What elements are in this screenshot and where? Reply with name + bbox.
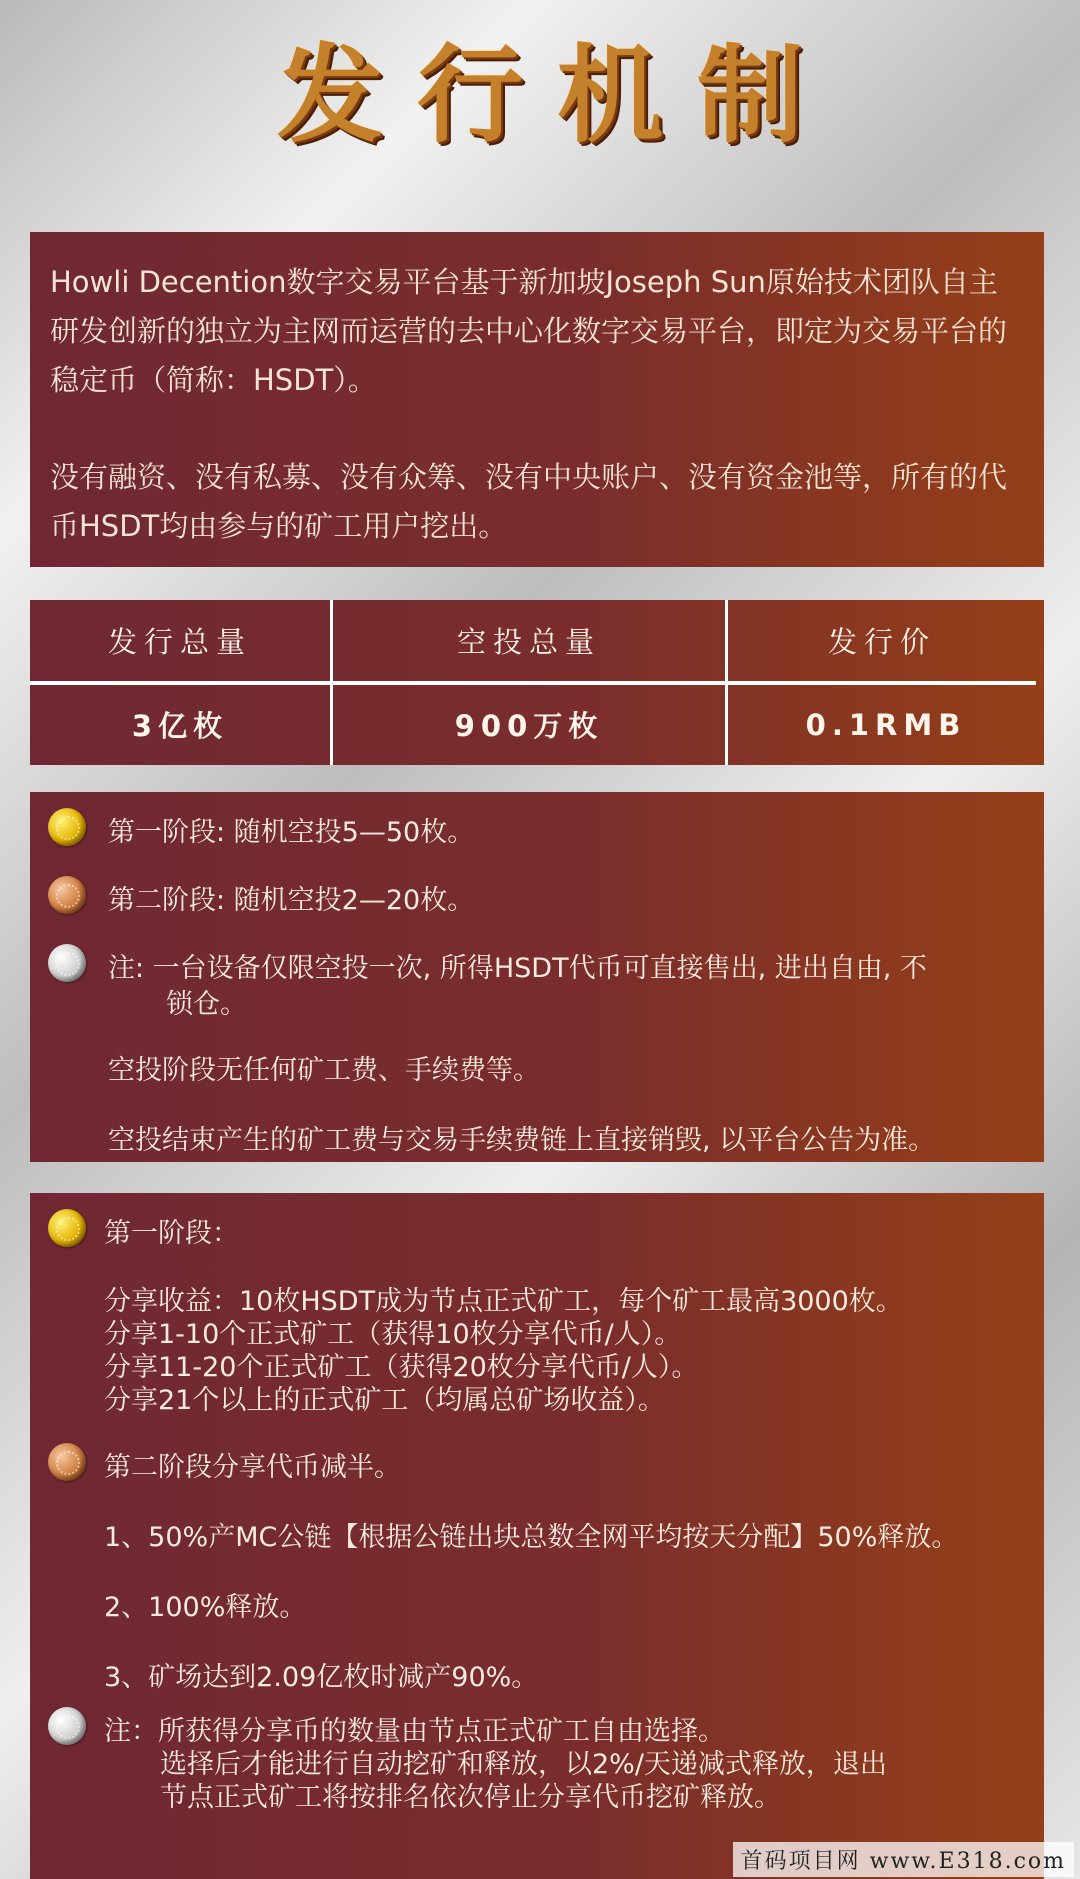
airdrop-stage-1: 第一阶段: 随机空投5—50枚。	[108, 817, 475, 848]
value-issue-price: 0.1RMB	[805, 707, 967, 742]
stats-value-row	[30, 685, 1044, 766]
header-airdrop-total: 空投总量	[333, 600, 728, 681]
page-title: 发行机制	[277, 32, 837, 157]
value-airdrop-total: 900万枚	[333, 685, 728, 766]
airdrop-burn-note: 空投结束产生的矿工费与交易手续费链上直接销毁, 以平台公告为准。	[108, 1125, 936, 1156]
issuance-stats-table	[30, 600, 1044, 765]
share-item-3: 3、矿场达到2.09亿枚时减产90%。	[104, 1662, 539, 1693]
intro-paragraph-1: Howli Decention数字交易平台基于新加坡Joseph Sun原始技术团队自主研发创新的独立为主网而运营的去中心化数字交易平台，即定为交易平台的稳定币（简称：HSDT）。	[50, 265, 1008, 397]
gold-coin-icon	[48, 1209, 86, 1247]
share-line-1: 分享收益：10枚HSDT成为节点正式矿工，每个矿工最高3000枚。	[104, 1286, 903, 1317]
silver-coin-icon	[48, 1707, 86, 1745]
share-note-line-2: 选择后才能进行自动挖矿和释放，以2%/天递减式释放，退出	[160, 1749, 887, 1780]
share-stage-1-title: 第一阶段：	[104, 1218, 239, 1249]
intro-panel	[30, 232, 1044, 567]
header-issue-price: 发行价	[827, 624, 936, 659]
share-note-line-1: 注：所获得分享币的数量由节点正式矿工自由选择。	[104, 1716, 725, 1747]
share-line-4: 分享21个以上的正式矿工（均属总矿场收益）。	[104, 1385, 665, 1416]
share-note-line-3: 节点正式矿工将按排名依次停止分享代币挖矿释放。	[160, 1782, 781, 1813]
share-stage-2-title: 第二阶段分享代币减半。	[104, 1452, 401, 1483]
airdrop-panel	[30, 792, 1044, 1162]
share-line-2: 分享1-10个正式矿工（获得10枚分享代币/人）。	[104, 1319, 682, 1350]
airdrop-note-line-1: 注: 一台设备仅限空投一次, 所得HSDT代币可直接售出, 进出自由, 不	[108, 953, 927, 984]
silver-coin-icon	[48, 944, 86, 982]
airdrop-no-fee: 空投阶段无任何矿工费、手续费等。	[108, 1055, 540, 1086]
share-line-3: 分享11-20个正式矿工（获得20枚分享代币/人）。	[104, 1352, 699, 1383]
share-item-2: 2、100%释放。	[104, 1592, 307, 1623]
gold-coin-icon	[48, 808, 86, 846]
bronze-coin-icon	[48, 1443, 86, 1481]
airdrop-stage-2: 第二阶段: 随机空投2—20枚。	[108, 885, 475, 916]
value-total-supply: 3亿枚	[30, 685, 333, 766]
watermark: 首码项目网 www.E318.com	[733, 1842, 1074, 1877]
intro-paragraph-2: 没有融资、没有私募、没有众筹、没有中央账户、没有资金池等，所有的代币HSDT均由参与的矿工用户挖出。	[50, 460, 1008, 543]
bronze-coin-icon	[48, 876, 86, 914]
header-total-supply: 发行总量	[30, 600, 333, 681]
share-item-1: 1、50%产MC公链【根据公链出块总数全网平均按天分配】50%释放。	[104, 1522, 959, 1553]
share-rewards-panel	[30, 1193, 1044, 1879]
stats-header-row	[30, 600, 1036, 685]
airdrop-note-line-2: 锁仓。	[166, 989, 247, 1020]
